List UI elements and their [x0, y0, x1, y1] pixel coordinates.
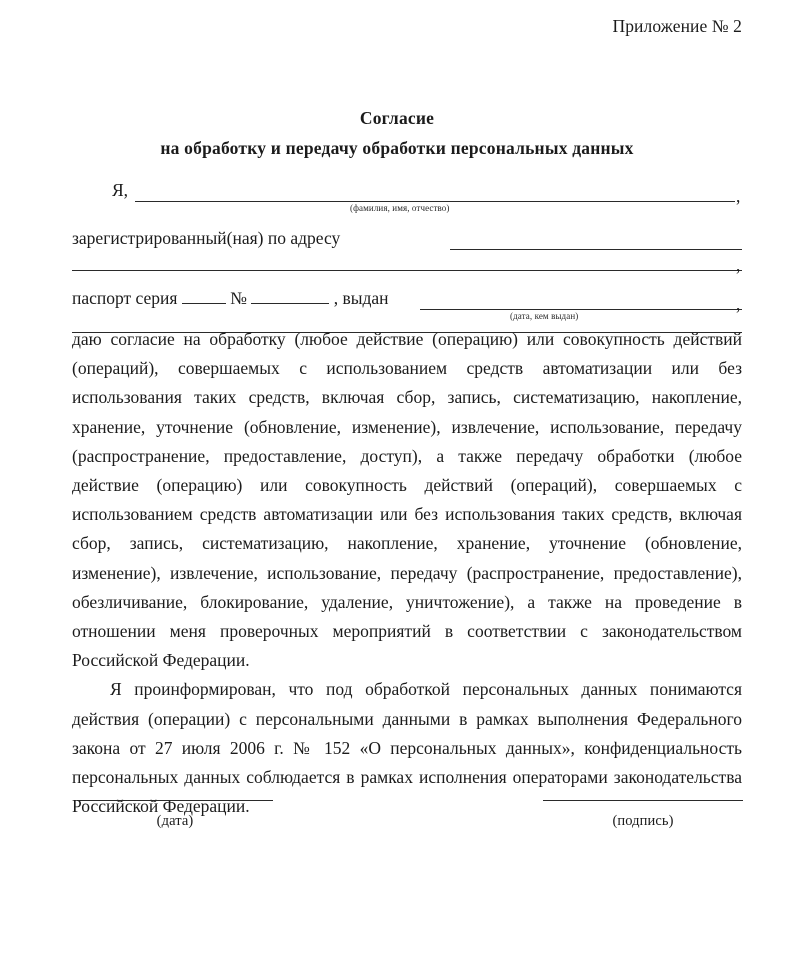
date-input-line[interactable] [77, 800, 273, 801]
passport-caption: (дата, кем выдан) [510, 311, 579, 321]
signature-input-line[interactable] [543, 800, 743, 801]
document-body [72, 325, 742, 821]
document-title-block [0, 108, 794, 159]
passport-trailing-comma: , [736, 294, 741, 314]
information-paragraph: Я проинформирован, что под обработкой персональных данных понимаются действия (операции) с персональными данными в рамках выполнения Федерального закона от 27 июля 2006 г. № 152 «О персональных данных», конфиденциальность персональных данных соблюдается в рамках исполнения операторами законодательства Российской Федерации. [72, 679, 742, 817]
passport-number-input-line[interactable] [251, 303, 329, 304]
passport-row [72, 288, 742, 321]
full-name-label: Я, [112, 180, 129, 200]
address-row [72, 228, 742, 258]
passport-series-label: паспорт серия [72, 288, 178, 308]
full-name-input-line[interactable] [135, 201, 735, 202]
form-fields [72, 180, 742, 340]
passport-label-group [72, 288, 389, 309]
passport-issuer-input-line[interactable] [420, 309, 742, 310]
signature-field [543, 800, 743, 830]
signature-block [0, 800, 794, 860]
full-name-caption: (фамилия, имя, отчество) [350, 203, 450, 213]
date-caption: (дата) [156, 813, 194, 829]
page-title: Согласие [359, 108, 435, 128]
date-field [77, 800, 273, 830]
full-name-row [72, 180, 742, 213]
passport-number-sign: № [230, 288, 247, 308]
appendix-label: Приложение № 2 [612, 16, 742, 36]
address-continuation-line[interactable] [72, 270, 742, 271]
address-continuation-row [72, 255, 742, 282]
address-trailing-comma: , [736, 255, 741, 275]
full-name-trailing-comma: , [736, 186, 741, 206]
consent-paragraph: даю согласие на обработку (любое действие (операцию) или совокупность действий (операций), совершаемых с использованием средств автоматизации или без использования таких средств, включая сбор, запись, систематизацию, накопление, хранение, уточнение (обновление, изменение), извлечение, использование, передачу (распространение, предоставление, доступ), а также передачу обработки (любое действие (операцию) или совокупность действий (операций), совершаемых с использованием средств автоматизации или без использования таких средств, включая сбор, запись, систематизацию, накопление, хранение, уточнение (обновление, изменение), извлечение, использование, передачу (распространение, предоставление), обезличивание, блокирование, удаление, уничтожение), а также на проведение в отношении меня проверочных мероприятий в соответствии с законодательством Российской Федерации. [72, 329, 742, 671]
passport-issued-separator: , выдан [333, 288, 389, 308]
passport-series-input-line[interactable] [182, 303, 226, 304]
signature-caption: (подпись) [612, 813, 674, 829]
address-input-line[interactable] [450, 249, 742, 250]
address-label: зарегистрированный(ная) по адресу [72, 228, 341, 248]
page-subtitle: на обработку и передачу обработки персональных данных [160, 138, 634, 158]
